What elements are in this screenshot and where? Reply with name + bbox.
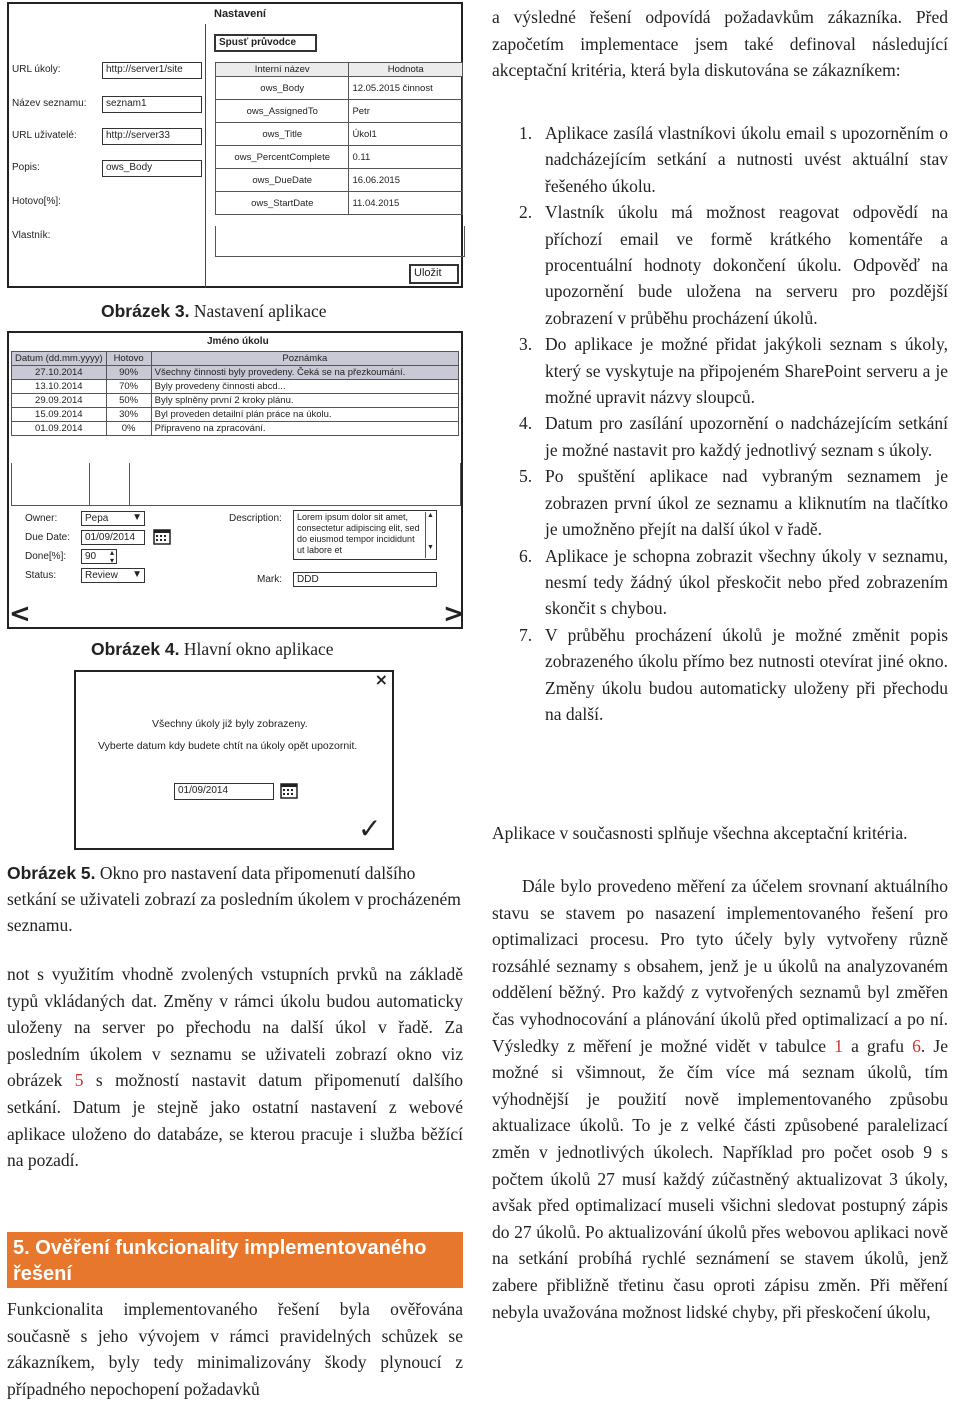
ref-figure-5[interactable]: 5 bbox=[74, 1070, 84, 1091]
left-paragraph: not s využitím vhodně zvolených vstupních prvků na základě typů vkládaných dat. Změny v rámci úkolu budou automaticky uloženy na server po přechodu na další úkol v řadě. Za posledním úkolem v seznamu se uživateli zobrazí okno viz obrázek 5 s možností nastavit datum připomenutí dalšího setkání. Datum je stejně jako ostatní nastavení z webové aplikace uloženo do databáze, se kterou pracuje i služba běžící na pozadí. bbox=[7, 964, 463, 1171]
stepper-icon: ▴ ▾ bbox=[109, 549, 114, 564]
due-date-label: Due Date: bbox=[25, 532, 71, 543]
ref-table-1[interactable]: 1 bbox=[834, 1035, 843, 1056]
mapping-table bbox=[215, 62, 463, 215]
table-row[interactable]: 15.09.2014 30% Byl proveden detailní plán práce na úkolu. bbox=[12, 408, 459, 422]
table-row[interactable]: 29.09.2014 50% Byly splněny první 2 kroky plánu. bbox=[12, 394, 459, 408]
figure-3-caption: Obrázek 3. Nastavení aplikace bbox=[101, 301, 327, 321]
scrollbar[interactable]: ▲ ▼ bbox=[425, 512, 435, 558]
list-item: 7. V průběhu procházení úkolů je možné změnit popis zobrazeného úkolu přímo bez nutnosti otevírat jiné okno. Změny úkolu budou automaticky uloženy při přechodu na další. bbox=[519, 624, 948, 724]
chevron-down-icon: ▼ bbox=[132, 512, 142, 523]
dialog-line-1: Všechny úkoly již byly zobrazeny. bbox=[152, 718, 308, 730]
table-row[interactable]: ows_DueDate 16.06.2015 bbox=[216, 169, 463, 192]
col-internal-name: Interní název bbox=[216, 63, 349, 77]
list-item: 3. Do aplikace je možné přidat jakýkoli seznam s úkoly, který se vyskytuje na připojeném SharePoint serveru a je možné upravit názvy sloupců. bbox=[519, 334, 948, 408]
figure-4-caption: Obrázek 4. Hlavní okno aplikace bbox=[91, 639, 334, 659]
section-paragraph: Funkcionalita implementovaného řešení byla ověřována současně s jeho vývojem v rámci pravidelných schůzek se zákazníkem, byly tedy minimalizovány škody plynoucí z případného nepochopení požadavků bbox=[7, 1299, 463, 1399]
history-table bbox=[11, 351, 459, 436]
criteria-list bbox=[492, 120, 948, 727]
done-stepper[interactable]: 90 ▴ ▾ bbox=[81, 549, 117, 564]
right-intro: a výsledné řešení odpovídá požadavkům zákazníka. Před započetím implementace jsem také definoval následující akceptační kritéria, která byla diskutována se zákazníkem: bbox=[492, 7, 948, 81]
label-description: Popis: bbox=[12, 162, 40, 173]
list-name-input[interactable]: seznam1 bbox=[102, 96, 202, 113]
owner-label: Owner: bbox=[25, 513, 58, 524]
table-row[interactable]: ows_Body 12.05.2015 činnost bbox=[216, 77, 463, 100]
close-icon[interactable]: × bbox=[374, 670, 388, 689]
label-owner: Vlastník: bbox=[12, 230, 51, 241]
description-label: Description: bbox=[229, 513, 282, 524]
table-row[interactable]: 01.09.2014 0% Připraveno na zpracování. bbox=[12, 422, 459, 436]
chevron-down-icon: ▼ bbox=[132, 569, 142, 580]
dialog-line-2: Vyberte datum kdy budete chtít na úkoly opět upozornit. bbox=[98, 740, 358, 752]
table-row[interactable]: 13.10.2014 70% Byly provedeny činnosti abcd... bbox=[12, 380, 459, 394]
status-select[interactable]: Review ▼ bbox=[81, 568, 145, 583]
col-note: Poznámka bbox=[151, 352, 458, 366]
label-list-name: Název seznamu: bbox=[12, 98, 87, 109]
description-input[interactable]: ows_Body bbox=[102, 160, 202, 177]
ref-graph-6[interactable]: 6 bbox=[912, 1035, 921, 1056]
due-date-input[interactable]: 01/09/2014 bbox=[81, 530, 145, 545]
col-value: Hodnota bbox=[349, 63, 463, 77]
label-url-users: URL uživatelé: bbox=[12, 130, 77, 141]
wizard-button[interactable]: Spusť průvodce bbox=[214, 34, 317, 52]
table-row[interactable]: ows_StartDate 11.04.2015 bbox=[216, 192, 463, 215]
next-button[interactable]: > bbox=[443, 599, 465, 629]
figure-5-caption: Obrázek 5. Okno pro nastavení data připomenutí dalšího setkání se uživateli zobrazí za posledním úkolem v procházeném seznamu. bbox=[7, 863, 461, 935]
confirm-check-icon[interactable]: ✓ bbox=[358, 812, 382, 845]
main-window bbox=[7, 331, 463, 629]
list-item: 5. Po spuštění aplikace nad vybraným seznamem je zobrazen první úkol ze seznamu a kliknutím na tlačítko je umožněno přejít na další úkol v řadě. bbox=[519, 466, 948, 540]
right-paragraph-1: Aplikace v současnosti splňuje všechna akceptační kritéria. bbox=[492, 823, 908, 843]
table-row[interactable]: 27.10.2014 90% Všechny činnosti byly provedeny. Čeká se na přezkoumání. bbox=[12, 366, 459, 380]
table-row[interactable]: ows_AssignedTo Petr bbox=[216, 100, 463, 123]
url-users-input[interactable]: http://server33 bbox=[102, 128, 202, 145]
label-done: Hotovo[%]: bbox=[12, 196, 61, 207]
list-item: 6. Aplikace je schopna zobrazit všechny úkoly v seznamu, nesmí tedy žádný úkol přeskočit nebo před zobrazením skončit s chybou. bbox=[519, 545, 948, 619]
calendar-icon[interactable] bbox=[280, 783, 298, 799]
mark-label: Mark: bbox=[257, 574, 282, 585]
url-tasks-input[interactable]: http://server1/site bbox=[102, 62, 202, 79]
right-paragraph-2: Dále bylo provedeno měření za účelem srovnaní aktuálního stavu se stavem po nasazení implementovaného řešení pro optimalizaci procesu. Pro tyto účely byly vytvořeny různě rozsáhlé seznamy s obsahem, jenž je u úkolů na analyzovaném oddělení běžný. Pro každý z vytvořených seznamů byl změřen čas vyhodnocování a plánování úkolů před optimalizací a po ní. Výsledky z měření je možné vidět v tabulce 1 a grafu 6. Je možné si všimnout, že čím více má seznam úkolů, tím výhodnější je použití nově implementovaného způsobu aktualizace úkolů. To je z velké části způsobené paralelizací změn v jednotlivých úkolech. Například pro počet osob 9 s počtem úkolů 27 musí každý zúčastněný aktualizovat 3 úkoly, avšak před optimalizací museli všichni sledovat postupný zápis do 27 úkolů. Po aktualizování úkolů přes webovou aplikaci nově na setkání probíhá rychlé seznámení se stavem úkolů, jenž zabere přibližně třetinu času oproti zápisu změn. Při měření nebyla uvažována možnost lidské chyby, při přeskočení úkolu, bbox=[492, 876, 948, 1322]
settings-window bbox=[7, 2, 463, 288]
col-date: Datum (dd.mm.yyyy) bbox=[12, 352, 107, 366]
save-button[interactable]: Uložit bbox=[409, 264, 459, 284]
task-name-header: Jméno úkolu bbox=[207, 336, 269, 347]
list-item: 1. Aplikace zasílá vlastníkovi úkolu email s upozorněním o nadcházejícím setkání a nutnosti uvést aktuální stav řešeného úkolu. bbox=[519, 123, 948, 196]
label-url-tasks: URL úkoly: bbox=[12, 64, 61, 75]
calendar-icon[interactable] bbox=[153, 529, 171, 545]
col-done: Hotovo bbox=[106, 352, 151, 366]
mark-input[interactable]: DDD bbox=[293, 572, 437, 587]
reminder-date-input[interactable]: 01/09/2014 bbox=[174, 783, 274, 800]
description-textarea[interactable]: Lorem ipsum dolor sit amet, consectetur adipiscing elit, sed do eiusmod tempor incididunt ut labore et ▲ ▼ bbox=[293, 510, 437, 560]
reminder-dialog bbox=[74, 670, 394, 850]
status-label: Status: bbox=[25, 570, 57, 581]
done-label: Done[%]: bbox=[25, 551, 67, 562]
prev-button[interactable]: < bbox=[9, 599, 31, 629]
settings-title: Nastavení bbox=[214, 8, 266, 20]
table-row[interactable]: ows_Title Úkol1 bbox=[216, 123, 463, 146]
table-row[interactable]: ows_PercentComplete 0.11 bbox=[216, 146, 463, 169]
owner-select[interactable]: Pepa ▼ bbox=[81, 511, 145, 526]
section-heading: 5. Ověření funkcionality implementovaného řešení bbox=[7, 1232, 463, 1288]
list-item: 4. Datum pro zasílání upozornění o nadcházejícím setkání je možné nastavit pro každý jednotlivý seznam s úkoly. bbox=[519, 413, 948, 460]
list-item: 2. Vlastník úkolu má možnost reagovat odpovědí na příchozí email ve formě krátkého komentáře a procentuální hodnoty dokončení úkolu. Odpověď na upozornění bude uložena na serveru pro pozdější zobrazení v průběhu procházení úkolů. bbox=[519, 202, 948, 328]
